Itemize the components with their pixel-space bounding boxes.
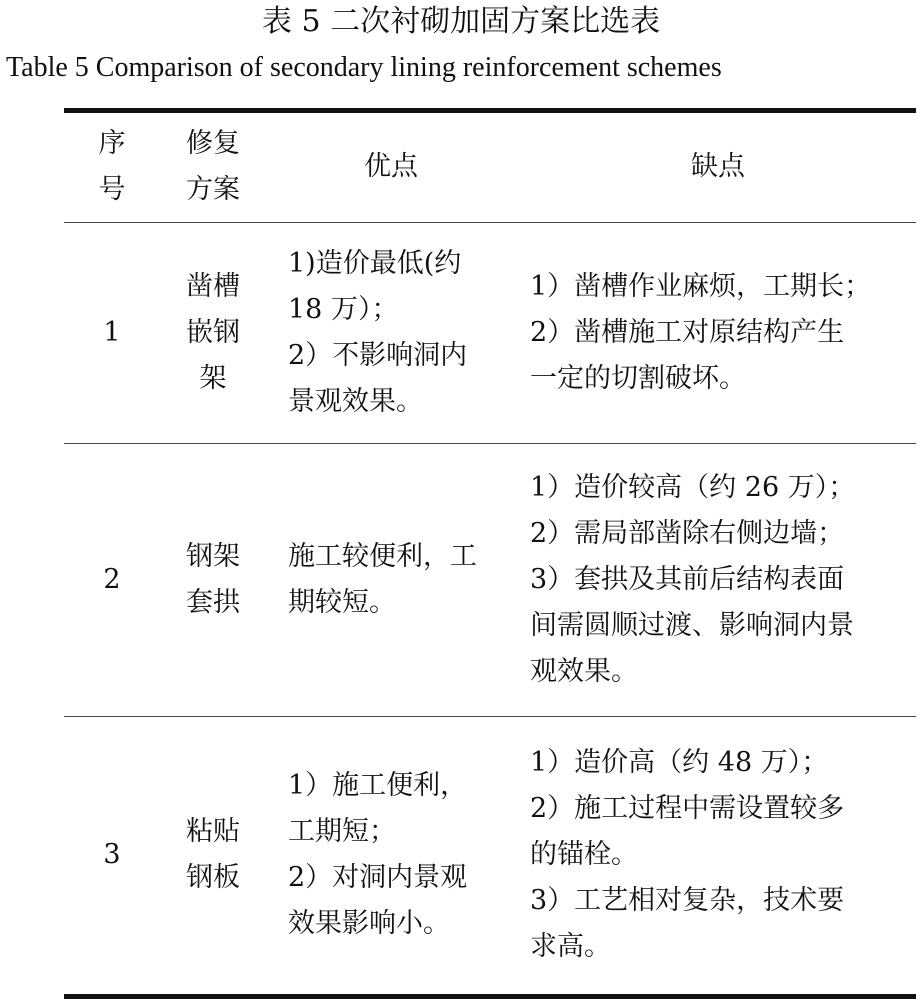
cons-line: 一定的切割破坏。 <box>530 363 746 394</box>
header-scheme <box>168 113 258 221</box>
cons-line: 观效果。 <box>530 656 638 687</box>
row-1-number <box>80 223 144 443</box>
header-cons-line: 缺点 <box>691 151 745 182</box>
cons-line: 2）需局部凿除右侧边墙； <box>530 518 845 549</box>
cons-line: 3）套拱及其前后结构表面 <box>530 564 845 595</box>
pros-line: 工期短； <box>288 816 396 847</box>
scheme-line: 凿槽 <box>186 271 240 302</box>
cons-line: 3）工艺相对复杂，技术要 <box>530 885 845 916</box>
pros-line: 2）对洞内景观 <box>288 862 468 893</box>
pros-line: 1)造价最低(约 <box>288 248 462 279</box>
header-scheme-line: 方案 <box>186 174 240 205</box>
cons-line: 间需圆顺过渡、影响洞内景 <box>530 610 854 641</box>
row-number-text: 2 <box>103 564 121 595</box>
row-2-number <box>80 444 144 716</box>
row-1-cons <box>530 223 916 443</box>
scheme-line: 套拱 <box>186 587 240 618</box>
scheme-line: 粘贴 <box>186 816 240 847</box>
row-number-text: 3 <box>103 839 121 870</box>
row-2-cons <box>530 444 916 716</box>
pros-line: 施工较便利，工 <box>288 541 477 572</box>
header-number-line: 序 <box>98 128 126 159</box>
row-3-number <box>80 717 144 993</box>
cons-line: 求高。 <box>530 931 611 962</box>
pros-line: 景观效果。 <box>288 386 423 417</box>
cons-line: 的锚栓。 <box>530 839 638 870</box>
row-3-cons <box>530 717 916 993</box>
scheme-line: 架 <box>199 363 227 394</box>
header-scheme-line: 修复 <box>186 128 240 159</box>
cons-line: 2）施工过程中需设置较多 <box>530 793 845 824</box>
row-1-pros <box>288 223 508 443</box>
pros-line: 1）施工便利， <box>288 770 468 801</box>
cons-line: 2）凿槽施工对原结构产生 <box>530 317 845 348</box>
header-cons <box>528 113 908 221</box>
scheme-line: 钢架 <box>186 541 240 572</box>
header-pros <box>284 113 498 221</box>
header-pros-line: 优点 <box>364 151 418 182</box>
header-number-line: 号 <box>98 174 126 205</box>
pros-line: 效果影响小。 <box>288 908 450 939</box>
row-2-scheme <box>168 444 258 716</box>
table-title-chinese: 表 5 二次衬砌加固方案比选表 <box>261 4 661 39</box>
table-bottom-rule <box>64 994 916 999</box>
cons-line: 1）造价较高（约 26 万）； <box>530 472 856 503</box>
row-2-pros <box>288 444 508 716</box>
pros-line: 18 万）； <box>288 294 399 325</box>
table-title-english: Table 5 Comparison of secondary lining reinforcement schemes <box>6 52 722 83</box>
row-number-text: 1 <box>103 317 121 348</box>
row-3-scheme <box>168 717 258 993</box>
cons-line: 1）凿槽作业麻烦，工期长； <box>530 271 872 302</box>
header-number <box>80 113 144 221</box>
scheme-line: 嵌钢 <box>186 317 240 348</box>
cons-line: 1）造价高（约 48 万）； <box>530 747 829 778</box>
row-1-scheme <box>168 223 258 443</box>
scheme-line: 钢板 <box>186 862 240 893</box>
pros-line: 期较短。 <box>288 587 396 618</box>
pros-line: 2）不影响洞内 <box>288 340 468 371</box>
row-3-pros <box>288 717 508 993</box>
